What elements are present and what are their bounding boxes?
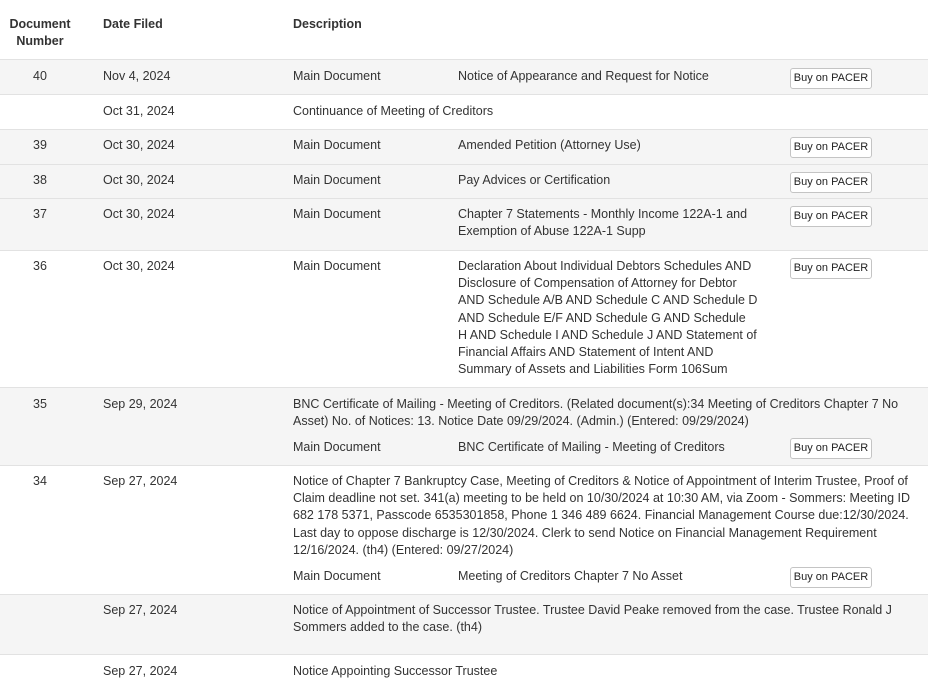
table-row xyxy=(0,60,928,95)
table-row xyxy=(0,199,928,251)
header-date-filed: Date Filed xyxy=(103,17,163,31)
document-type: Main Document xyxy=(293,440,381,454)
document-type: Main Document xyxy=(293,207,381,221)
buy-on-pacer-button[interactable]: Buy on PACER xyxy=(790,206,872,227)
buy-on-pacer-button[interactable]: Buy on PACER xyxy=(790,567,872,588)
document-number: 37 xyxy=(33,207,47,221)
date-filed: Nov 4, 2024 xyxy=(103,69,171,83)
header-description: Description xyxy=(293,17,362,31)
buy-on-pacer-button[interactable]: Buy on PACER xyxy=(790,258,872,279)
table-row xyxy=(0,466,928,595)
table-row xyxy=(0,595,928,655)
date-filed: Oct 30, 2024 xyxy=(103,173,175,187)
table-row xyxy=(0,130,928,165)
document-description: BNC Certificate of Mailing - Meeting of Creditors xyxy=(458,440,725,454)
docket-text: BNC Certificate of Mailing - Meeting of Creditors. (Related document(s):34 Meeting of Creditors Chapter 7 No Asset) No. of Notices: 13. Notice Date 09/29/2024. (Admin.) (Entered: 09/29/2024) xyxy=(293,397,899,429)
date-filed: Oct 30, 2024 xyxy=(103,259,175,273)
table-row xyxy=(0,165,928,199)
table-row xyxy=(0,388,928,466)
document-description: Meeting of Creditors Chapter 7 No Asset xyxy=(458,569,683,583)
document-description: Pay Advices or Certification xyxy=(458,173,611,187)
buy-on-pacer-button[interactable]: Buy on PACER xyxy=(790,172,872,193)
document-number: 38 xyxy=(33,173,47,187)
document-type: Main Document xyxy=(293,138,381,152)
date-filed: Sep 29, 2024 xyxy=(103,397,178,411)
document-description: Amended Petition (Attorney Use) xyxy=(458,138,641,152)
table-row xyxy=(0,655,928,695)
document-type: Main Document xyxy=(293,569,381,583)
header-document-number: Document Number xyxy=(9,17,71,48)
document-number: 34 xyxy=(33,474,47,488)
buy-on-pacer-button[interactable]: Buy on PACER xyxy=(790,68,872,89)
document-type: Main Document xyxy=(293,259,381,273)
date-filed: Sep 27, 2024 xyxy=(103,474,178,488)
document-description: Declaration About Individual Debtors Schedules AND Disclosure of Compensation of Attorney for Debtor AND Schedule A/B AND Schedule C AND Schedule D AND Schedule E/F AND Schedule G AND Schedule H AND Schedule I AND Schedule J AND Statement of Financial Affairs AND Statement of Intent AND Summary of Assets and Liabilities Form 106Sum xyxy=(458,259,758,377)
buy-on-pacer-button[interactable]: Buy on PACER xyxy=(790,137,872,158)
date-filed: Oct 30, 2024 xyxy=(103,138,175,152)
document-number: 40 xyxy=(33,69,47,83)
docket-text: Notice of Chapter 7 Bankruptcy Case, Meeting of Creditors & Notice of Appointment of Interim Trustee, Proof of Claim deadline not set. 341(a) meeting to be held on 10/30/2024 at 10:30 AM, via Zoom - Sommers: Meeting ID 682 178 5371, Passcode 6535301858, Phone 1 346 489 6624. Financial Management Course due:12/30/2024. Last day to oppose discharge is 12/30/2024. Clerk to send Notice on Financial Management Requirement 12/16/2024. (th4) (Entered: 09/27/2024) xyxy=(293,474,911,557)
docket-text: Notice Appointing Successor Trustee xyxy=(293,664,498,678)
document-number: 36 xyxy=(33,259,47,273)
document-description: Chapter 7 Statements - Monthly Income 122A-1 and Exemption of Abuse 122A-1 Supp xyxy=(458,207,748,239)
date-filed: Oct 31, 2024 xyxy=(103,104,175,118)
document-type: Main Document xyxy=(293,69,381,83)
document-number: 35 xyxy=(33,397,47,411)
document-number: 39 xyxy=(33,138,47,152)
date-filed: Oct 30, 2024 xyxy=(103,207,175,221)
docket-text: Continuance of Meeting of Creditors xyxy=(293,104,494,118)
document-type: Main Document xyxy=(293,173,381,187)
table-row xyxy=(0,95,928,130)
buy-on-pacer-button[interactable]: Buy on PACER xyxy=(790,438,872,459)
docket-text: Notice of Appointment of Successor Trustee. Trustee David Peake removed from the case. Trustee Ronald J Sommers added to the case. (th4) xyxy=(293,603,892,635)
document-description: Notice of Appearance and Request for Notice xyxy=(458,69,709,83)
date-filed: Sep 27, 2024 xyxy=(103,664,178,678)
date-filed: Sep 27, 2024 xyxy=(103,603,178,617)
table-row xyxy=(0,251,928,388)
table-header xyxy=(0,0,928,60)
